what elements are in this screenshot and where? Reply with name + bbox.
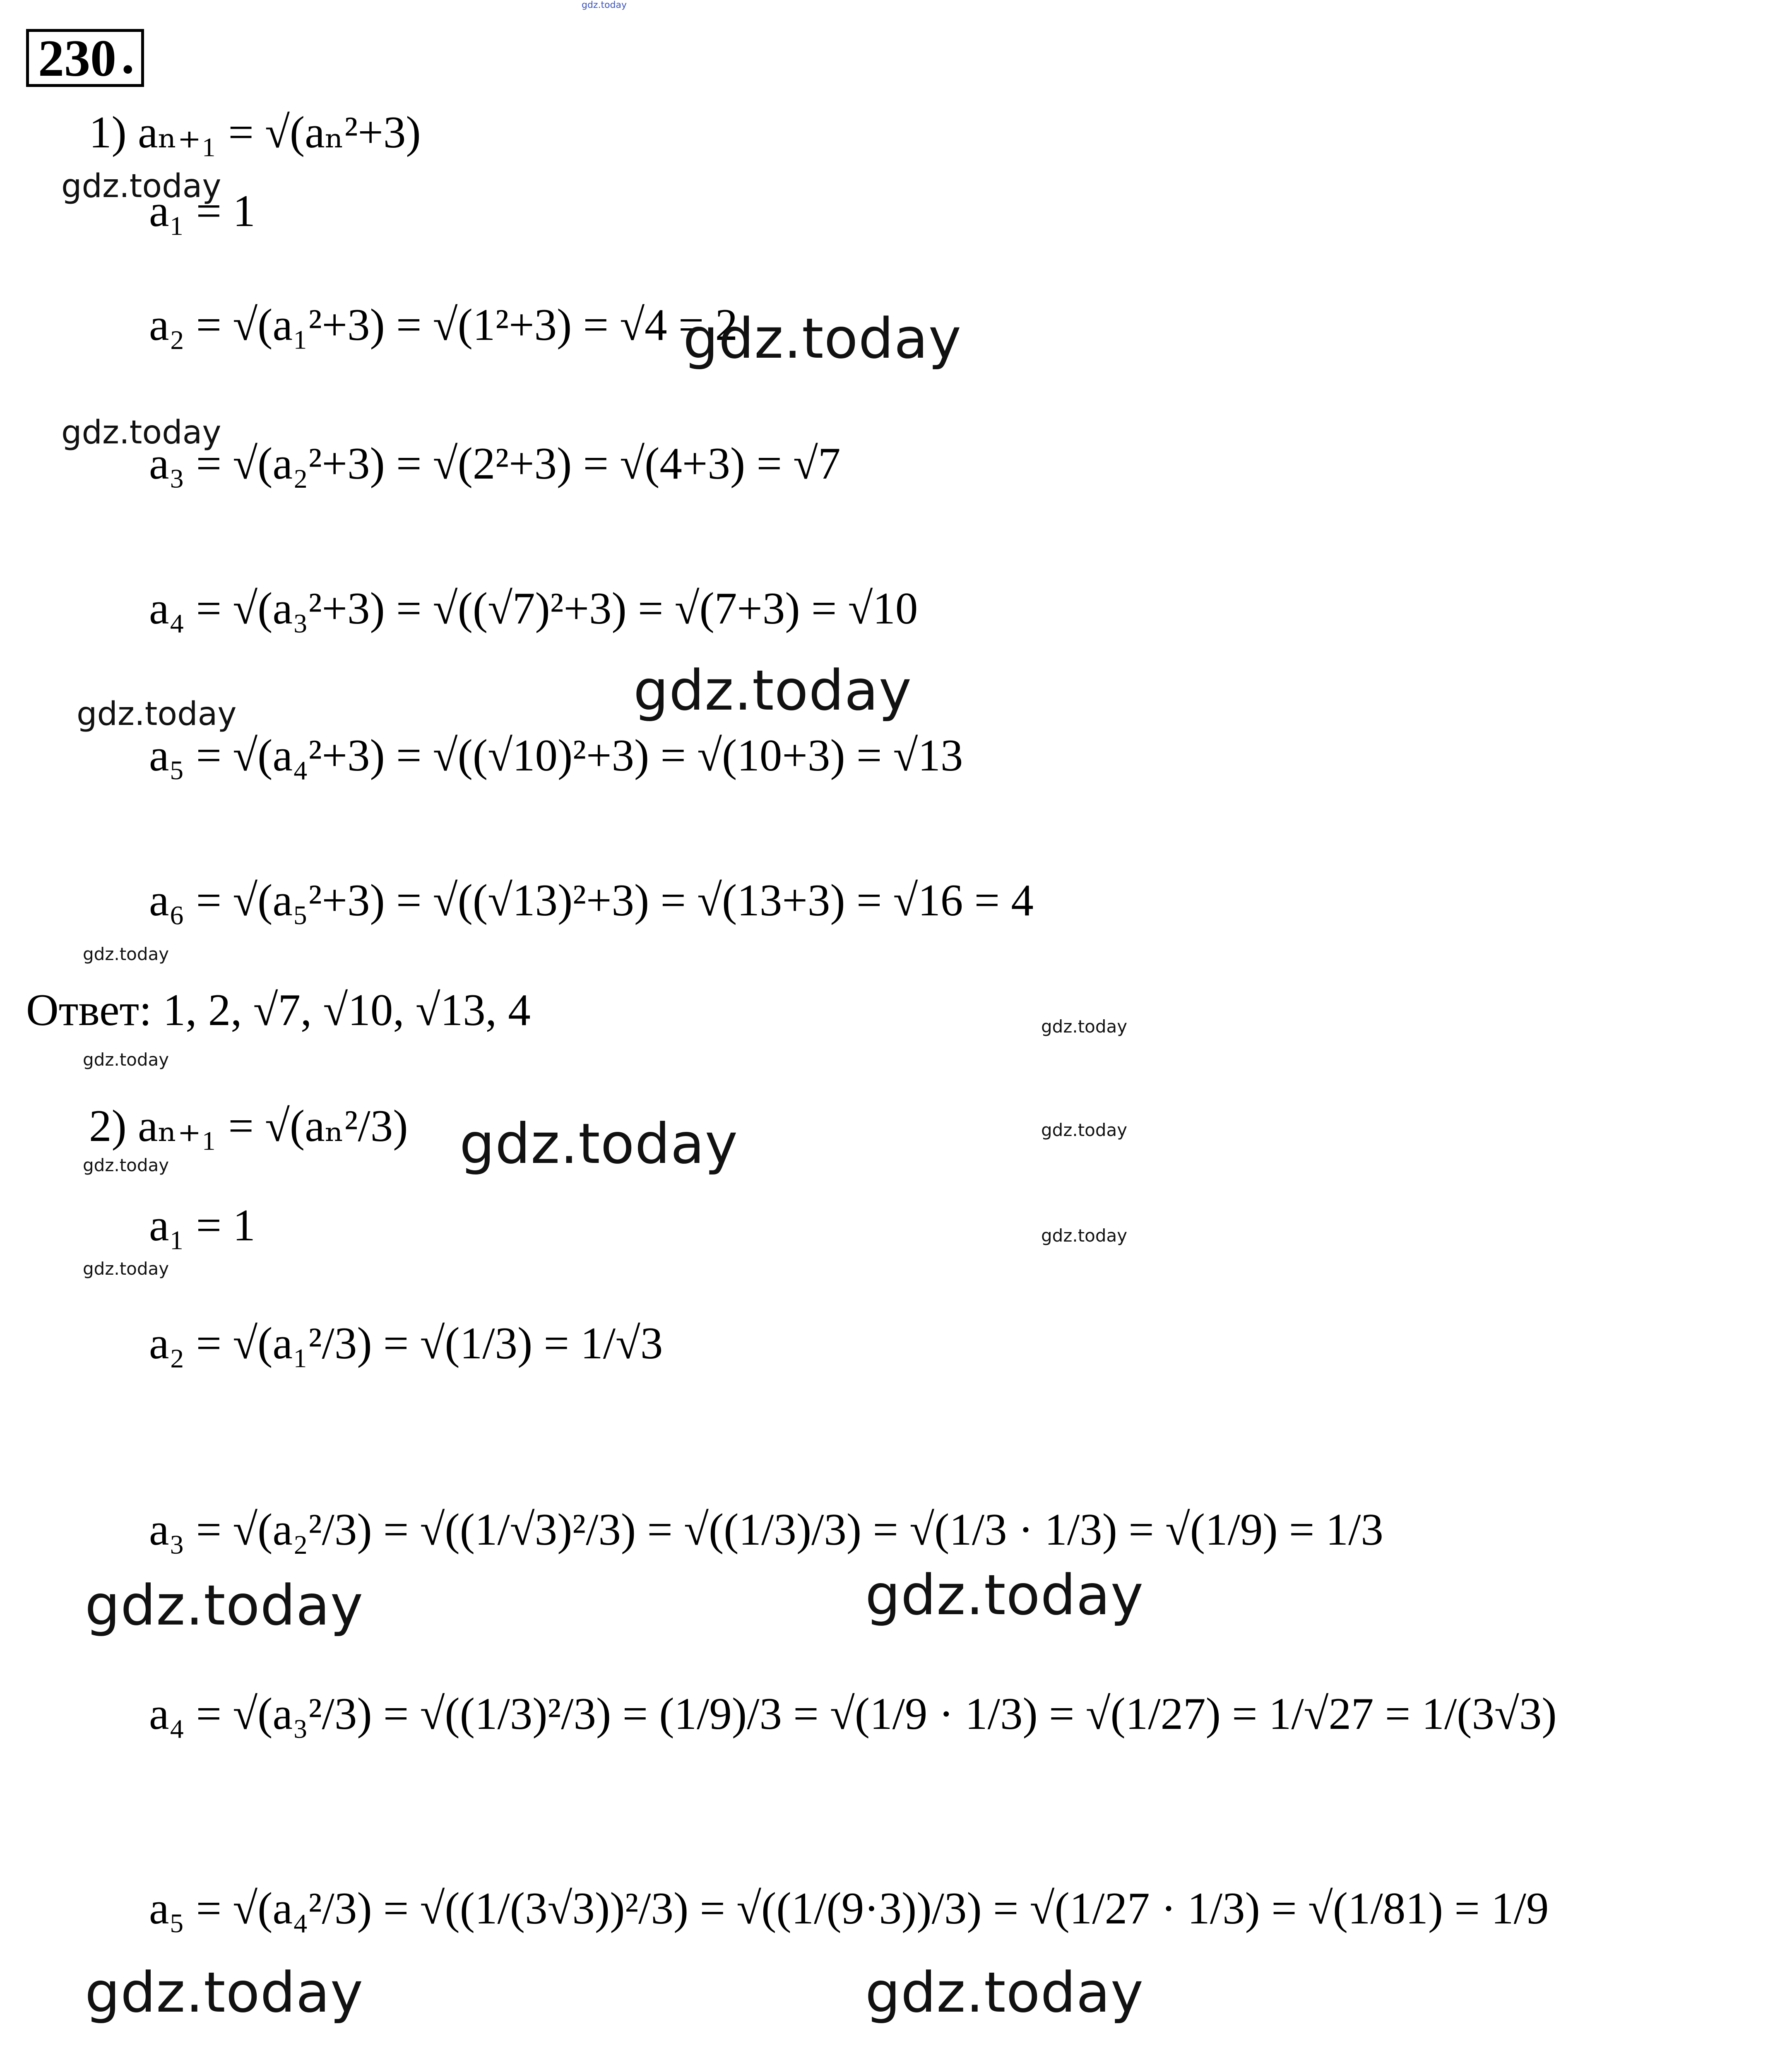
part2-a3: a₃ = √(a₂²/3) = √((1/√3)²/3) = √((1/3)/3) = √(1/3 · 1/3) = √(1/9) = 1/3 — [149, 1504, 1383, 1555]
part1-a6: a₆ = √(a₅²+3) = √((√13)²+3) = √(13+3) = √16 = 4 — [149, 875, 1034, 925]
header-watermark: gdz.today — [582, 0, 627, 10]
watermark: gdz.today — [61, 168, 221, 205]
watermark: gdz.today — [85, 1573, 364, 1638]
part1-formula: 1) aₙ₊₁ = √(aₙ²+3) — [89, 107, 421, 157]
watermark: gdz.today — [61, 414, 221, 451]
watermark: gdz.today — [865, 1960, 1144, 2025]
part1-answer: Ответ: 1, 2, √7, √10, √13, 4 — [26, 985, 531, 1035]
watermark: gdz.today — [1041, 1016, 1128, 1037]
watermark: gdz.today — [83, 1049, 169, 1070]
watermark: gdz.today — [85, 1960, 364, 2025]
problem-number-dot: . — [121, 27, 135, 84]
watermark: gdz.today — [77, 696, 237, 733]
watermark: gdz.today — [83, 1155, 169, 1175]
part2-a1: a₁ = 1 — [149, 1200, 255, 1250]
part1-a5: a₅ = √(a₄²+3) = √((√10)²+3) = √(10+3) = √13 — [149, 730, 963, 780]
part1-a2: a₂ = √(a₁²+3) = √(1²+3) = √4 = 2 — [149, 300, 738, 350]
watermark: gdz.today — [1041, 1120, 1128, 1140]
problem-number: 230 — [26, 29, 144, 87]
watermark: gdz.today — [459, 1112, 738, 1176]
part2-a4: a₄ = √(a₃²/3) = √((1/3)²/3) = (1/9)/3 = √(1/9 · 1/3) = √(1/27) = 1/√27 = 1/(3√3) — [149, 1689, 1557, 1739]
part2-a2: a₂ = √(a₁²/3) = √(1/3) = 1/√3 — [149, 1318, 663, 1368]
watermark: gdz.today — [1041, 1225, 1128, 1246]
part1-a1: a₁ = 1 — [149, 186, 255, 236]
part2-formula: 2) aₙ₊₁ = √(aₙ²/3) — [89, 1101, 408, 1151]
part1-a4: a₄ = √(a₃²+3) = √((√7)²+3) = √(7+3) = √10 — [149, 583, 918, 633]
part2-a5: a₅ = √(a₄²/3) = √((1/(3√3))²/3) = √((1/(9·3))/3) = √(1/27 · 1/3) = √(1/81) = 1/9 — [149, 1883, 1549, 1933]
watermark: gdz.today — [683, 306, 962, 371]
watermark: gdz.today — [633, 658, 912, 723]
watermark: gdz.today — [865, 1563, 1144, 1627]
part1-a3: a₃ = √(a₂²+3) = √(2²+3) = √(4+3) = √7 — [149, 438, 841, 489]
watermark: gdz.today — [83, 944, 169, 964]
watermark: gdz.today — [83, 1259, 169, 1279]
